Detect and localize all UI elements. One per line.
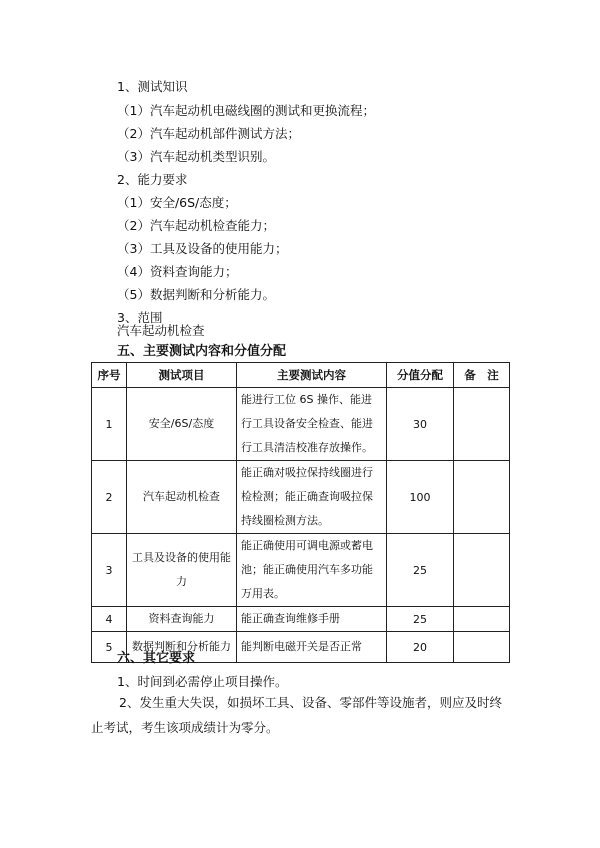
row-item: 汽车起动机检查 [127,461,237,534]
row-score: 25 [387,534,454,607]
row-score: 25 [387,607,454,632]
row-score: 100 [387,461,454,534]
scope-text: 汽车起动机检查 [117,323,205,338]
row-note [454,388,510,461]
ability-item-5: （5）数据判断和分析能力。 [117,287,275,302]
header-item: 测试项目 [127,363,237,388]
other-requirement-1: 1、时间到必需停止项目操作。 [117,674,288,689]
row-item: 安全/6S/态度 [127,388,237,461]
row-score: 20 [387,632,454,663]
section-scope-title: 3、范围 [117,310,163,325]
row-content: 能进行工位 6S 操作、能进行工具设备安全检查、能进行工具清洁校准存放操作。 [237,388,387,461]
knowledge-item-2: （2）汽车起动机部件测试方法； [117,126,300,141]
header-note: 备 注 [454,363,510,388]
row-no: 5 [92,632,127,663]
header-no: 序号 [92,363,127,388]
table-header-row [92,363,510,388]
ability-item-4: （4）资料查询能力； [117,264,238,279]
row-score: 30 [387,388,454,461]
row-no: 1 [92,388,127,461]
table-row [92,534,510,607]
header-score: 分值分配 [387,363,454,388]
knowledge-item-3: （3）汽车起动机类型识别。 [117,149,275,164]
row-item: 工具及设备的使用能力 [127,534,237,607]
section-knowledge-title: 1、测试知识 [117,79,188,94]
row-content: 能正确查询维修手册 [237,607,387,632]
row-note [454,607,510,632]
section-ability-title: 2、能力要求 [117,172,188,187]
row-content: 能正确对吸拉保持线圈进行检检测；能正确查询吸拉保持线圈检测方法。 [237,461,387,534]
row-no: 3 [92,534,127,607]
row-note [454,534,510,607]
header-content: 主要测试内容 [237,363,387,388]
table-row [92,461,510,534]
table-row [92,607,510,632]
row-no: 4 [92,607,127,632]
section-six-title: 六、其它要求 [117,651,196,666]
row-note [454,461,510,534]
ability-item-3: （3）工具及设备的使用能力； [117,241,288,256]
row-content: 能判断电磁开关是否正常 [237,632,387,663]
score-table [91,362,510,663]
row-item: 资料查询能力 [127,607,237,632]
row-note [454,632,510,663]
ability-item-2: （2）汽车起动机检查能力； [117,218,275,233]
table-row [92,388,510,461]
section-five-title: 五、主要测试内容和分值分配 [117,344,287,359]
ability-item-1: （1）安全/6S/态度； [117,195,237,210]
other-requirement-2: 2、发生重大失误，如损坏工具、设备、零部件等设施者，则应及时终止考试，考生该项成绩计为零分。 [91,695,502,735]
knowledge-item-1: （1）汽车起动机电磁线圈的测试和更换流程； [117,103,375,118]
row-item: 数据判断和分析能力 [127,632,237,663]
row-content: 能正确使用可调电源或蓄电池；能正确使用汽车多功能万用表。 [237,534,387,607]
row-no: 2 [92,461,127,534]
